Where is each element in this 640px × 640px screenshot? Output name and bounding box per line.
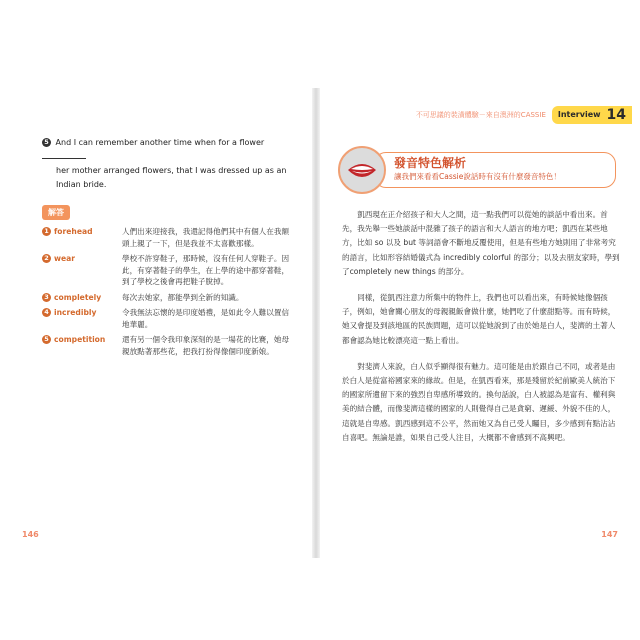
vocab-item	[42, 307, 292, 330]
vocab-term: completely	[54, 292, 102, 302]
feature-heading	[338, 146, 618, 196]
vocab-definition: 令我無法忘懷的是印度婚禮，是如此令人難以置信地華麗。	[122, 308, 290, 329]
paragraph: 同樣，從凱西注意力所集中的物件上，我們也可以看出來，有時候她像個孩子，例如，她會關心朋友的母親親飯會做什麼，她們吃了什麼甜點等。而有時候，她又會提及到該地區的民族問題，這可以從她說到了由於她是白人，斐濟的土著人都會認為她比較漂亮這一點上看出。	[342, 293, 616, 345]
vocab-number: 5	[42, 335, 51, 344]
vocab-definition: 學校不許穿鞋子，那時候，沒有任何人穿鞋子。因此，有穿著鞋子的學生，在上學的途中都穿著鞋，到了學校之後會再把鞋子脫掉。	[122, 254, 290, 286]
running-title: 不可思議的裝潢體驗－來自澳洲的CASSIE	[415, 111, 546, 119]
answer-blank[interactable]	[42, 150, 86, 159]
vocab-item	[42, 226, 292, 249]
feature-title: 發音特色解析	[394, 156, 467, 170]
mouth-icon	[338, 146, 386, 194]
vocab-item	[42, 292, 292, 304]
book-spread	[0, 88, 640, 558]
question-line3: Indian bride.	[56, 180, 107, 189]
page-number-right: 147	[601, 530, 618, 539]
answer-section	[42, 200, 292, 361]
paragraph: 對斐濟人來說，白人似乎顯得很有魅力。這可能是由於跟自己不同，或者是由於白人是從富裕國家來的緣故。但是，在凱西看來，那是殘留於紀前歐美人統治下的國家所遺留下來的強烈自卑感所導致的。換句話說，白人被認為是富有、權利與美的結合體，而像斐濟這樣的國家的人則覺得自己是貪窮、遲緩、外貌不佳的人，這就是自卑感。凱西感到這不公平，然而她又為自己受人矚目，多少感到有點沾沾自喜吧。無論是誰，如果自己受人注目，大概都不會感到不高興吧。	[342, 361, 616, 442]
vocab-definition: 人們出來迎接我，我還記得他們其中有個人在我額頭上親了一下，但是我並不太喜歡那樣。	[122, 227, 290, 248]
answer-badge: 解答	[42, 205, 70, 220]
right-page	[320, 88, 632, 558]
vocab-number: 3	[42, 293, 51, 302]
running-head	[416, 106, 632, 124]
vocab-item	[42, 334, 292, 357]
feature-subtitle: 讓我們來看看Cassie說話時有沒有什麼發音特色！	[394, 172, 561, 181]
question-line2: her mother arranged flowers, that I was dressed up as an	[56, 166, 287, 175]
vocab-number: 4	[42, 308, 51, 317]
vocab-term: incredibly	[54, 308, 97, 317]
chapter-number: 14	[605, 106, 632, 124]
question-number: 5	[42, 138, 51, 147]
vocab-definition: 每次去她家，都能學到全新的知識。	[122, 292, 244, 302]
vocab-term: wear	[54, 254, 76, 263]
book-gutter	[312, 88, 320, 558]
vocab-term: competition	[54, 335, 106, 344]
question-5	[42, 136, 292, 192]
question-line1: And I can remember another time when for a flower	[55, 138, 265, 147]
vocab-term: forehead	[54, 227, 93, 236]
article-body	[342, 208, 620, 457]
vocab-definition: 還有另一個令我印象深刻的是一場花的比賽，她母親放點著那些花，把我打扮得像個印度新娘。	[122, 335, 290, 356]
left-page	[10, 88, 310, 558]
vocab-number: 2	[42, 254, 51, 263]
paragraph: 凱西現在正介紹孩子和大人之間，這一點我們可以從她的談話中看出來。首先，我先舉一些她談話中混雜了孩子的語言和大人語言的地方吧；凱西在某些地方，比如 so 以及 but 等詞語會不斷地反覆使用，但是有些地方她則用了非常考究的語言，比如形容結婚儀式為 incredibly colorful 的部分；以及去朋友家時，學到了completely new things 的部分。	[342, 210, 620, 276]
interview-label: Interview	[552, 106, 605, 124]
page-number-left: 146	[22, 530, 39, 539]
vocab-item	[42, 253, 292, 288]
vocab-number: 1	[42, 227, 51, 236]
